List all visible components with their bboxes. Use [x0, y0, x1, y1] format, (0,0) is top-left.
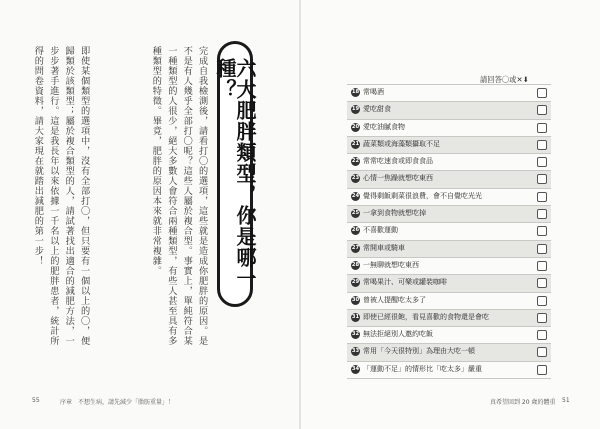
- question-number-badge: 34: [351, 365, 360, 372]
- checklist-row: [347, 171, 551, 188]
- answer-checkbox[interactable]: [537, 105, 547, 115]
- question-number-badge: 29: [351, 279, 360, 286]
- answer-checkbox[interactable]: [537, 365, 547, 375]
- question-text: 一拿到食物就想吃掉: [363, 209, 426, 218]
- question-text: 愛吃油膩食物: [363, 122, 405, 131]
- answer-checkbox[interactable]: [537, 88, 547, 98]
- question-text: 愛吃甜食: [363, 105, 391, 114]
- checklist-row: [347, 102, 551, 119]
- checklist-row: [347, 137, 551, 154]
- title-box: [213, 41, 257, 307]
- book-spine: [299, 0, 301, 429]
- question-text: 一無聊就想吃東西: [363, 260, 419, 269]
- answer-checkbox[interactable]: [537, 313, 547, 323]
- answer-checkbox[interactable]: [537, 330, 547, 340]
- question-text: 即使已經很飽，看見喜歡的食物還是會吃: [363, 312, 489, 321]
- checklist-row: [347, 84, 551, 102]
- right-footer: 真希望回到 20 歲的體重: [490, 399, 556, 406]
- question-text: 曾被人提醒吃太多了: [363, 295, 426, 304]
- question-number-badge: 19: [351, 106, 360, 113]
- question-number-badge: 26: [351, 227, 360, 234]
- answer-checkbox[interactable]: [537, 209, 547, 219]
- checklist-row: [347, 189, 551, 206]
- checklist-row: [347, 223, 551, 240]
- checklist-row: [347, 154, 551, 171]
- question-text: 常常吃速食或即食食品: [363, 157, 433, 166]
- checklist-row: [347, 258, 551, 275]
- checklist-row: [347, 241, 551, 258]
- answer-checkbox[interactable]: [537, 140, 547, 150]
- right-page-number: 51: [562, 397, 570, 404]
- question-text: 蔬菜類或海藻類攝取不足: [363, 139, 440, 148]
- answer-checkbox[interactable]: [537, 296, 547, 306]
- question-text: 常用「今天很特別」為理由大吃一頓: [363, 347, 475, 356]
- answer-instruction: 請回答〇或✕⬇: [480, 75, 529, 84]
- answer-checkbox[interactable]: [537, 157, 547, 167]
- question-text: 常喝果汁、可樂或罐裝咖啡: [363, 278, 447, 287]
- question-number-badge: 18: [351, 89, 360, 95]
- answer-checkbox[interactable]: [537, 244, 547, 254]
- answer-checkbox[interactable]: [537, 278, 547, 288]
- question-number-badge: 28: [351, 261, 360, 268]
- question-text: 心情一焦躁就想吃東西: [363, 174, 433, 183]
- checklist-row: [347, 275, 551, 292]
- question-text: 「運動不足」的情形比「吃太多」嚴重: [363, 364, 482, 373]
- answer-checkbox[interactable]: [537, 347, 547, 357]
- answer-checkbox[interactable]: [537, 226, 547, 236]
- checklist-row: [347, 310, 551, 327]
- question-number-badge: 32: [351, 331, 360, 338]
- answer-checkbox[interactable]: [537, 123, 547, 133]
- answer-checkbox[interactable]: [537, 261, 547, 271]
- question-text: 常喝酒: [363, 88, 384, 96]
- question-number-badge: 23: [351, 175, 360, 182]
- question-number-badge: 31: [351, 313, 360, 320]
- checklist: [347, 84, 551, 379]
- left-footer: 序章 不想生病，請先減少「脂肪重量」！: [60, 399, 175, 406]
- left-page-number: 55: [32, 397, 40, 404]
- checklist-row: [347, 206, 551, 223]
- question-number-badge: 30: [351, 296, 360, 303]
- question-text: 不喜歡運動: [363, 226, 398, 235]
- intro-paragraph: 完成自我檢測後，請看打〇的選項，這些就是造成你肥胖的原因。是不是有人幾乎全部打〇呢？這些人屬於複合型。事實上，單純符合某一種類型的人很少，絕大多數人會符合兩種類型，有些人甚至具有多種類型的特徵。畢竟，肥胖的原因本來就非常複雜。: [150, 46, 208, 346]
- question-number-badge: 21: [351, 140, 360, 147]
- question-text: 無法拒絕別人邀約吃飯: [363, 330, 433, 339]
- answer-checkbox[interactable]: [537, 174, 547, 184]
- question-text: 覺得剩飯剩菜很浪費，會不自覺吃光光: [363, 191, 482, 200]
- question-number-badge: 33: [351, 348, 360, 355]
- question-number-badge: 20: [351, 123, 360, 130]
- question-number-badge: 27: [351, 244, 360, 251]
- checklist-row: [347, 327, 551, 344]
- question-number-badge: 25: [351, 210, 360, 217]
- page-title: 六大肥胖類型，你是哪一種？: [213, 58, 257, 289]
- question-number-badge: 24: [351, 192, 360, 199]
- checklist-row: [347, 344, 551, 361]
- checklist-row: [347, 362, 551, 379]
- question-number-badge: 22: [351, 158, 360, 165]
- method-paragraph: 即使某個類型的選項中，沒有全部打〇，但只要有一個以上的〇，便歸類於該類型；屬於複合類型的人，請試著找出適合的減肥方法，一步步著手進行。這是我長年以來依據一千名以上的肥胖患者，統計所得的問卷資料，請大家現在就踏出減肥的第一步！: [32, 46, 90, 346]
- checklist-row: [347, 293, 551, 310]
- checklist-row: [347, 120, 551, 137]
- answer-checkbox[interactable]: [537, 192, 547, 202]
- question-text: 常開車或騎車: [363, 243, 405, 252]
